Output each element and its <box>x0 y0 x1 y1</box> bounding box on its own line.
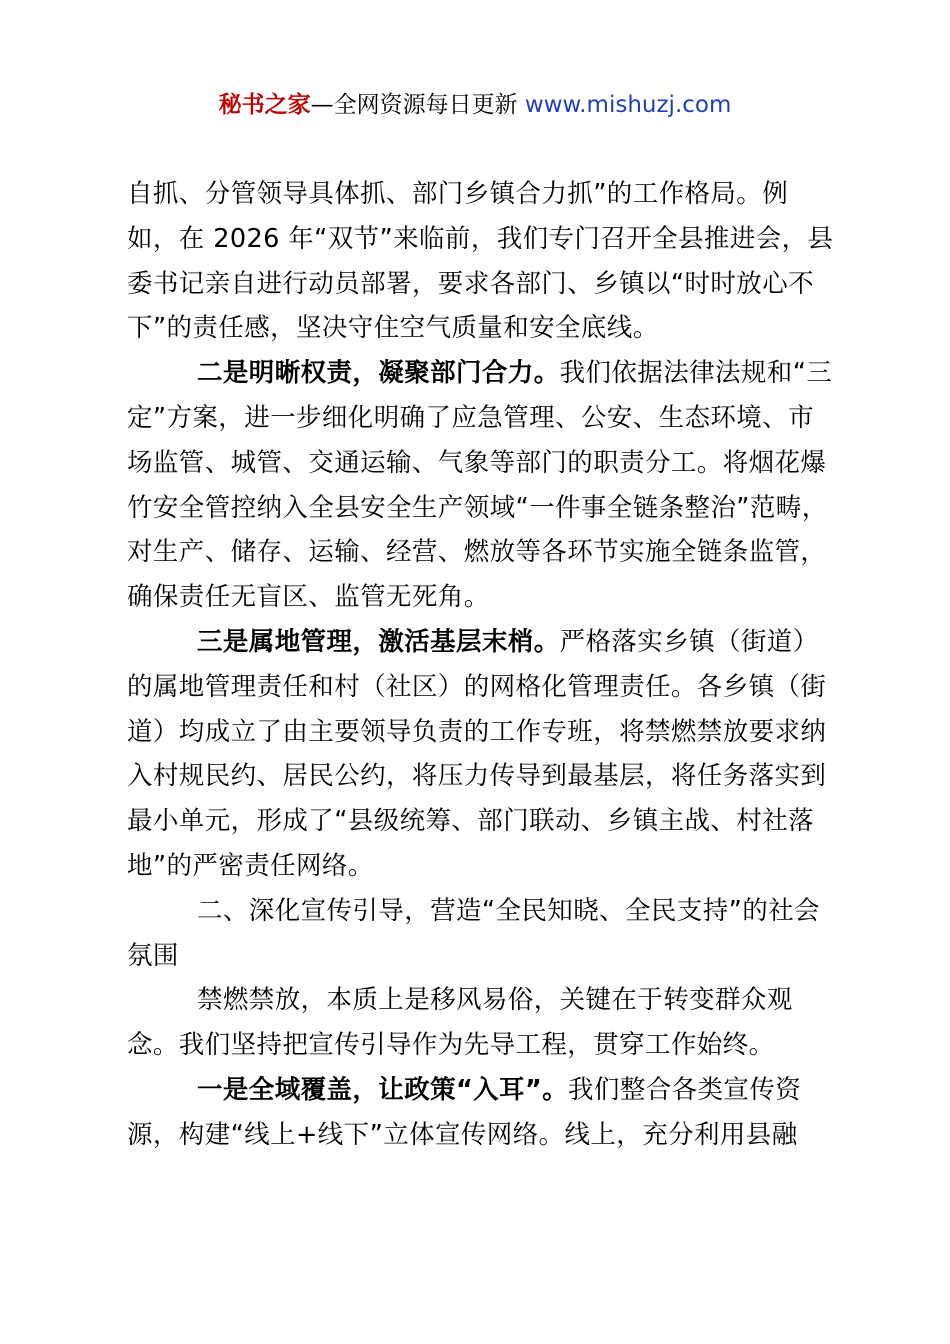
section-heading <box>127 889 835 979</box>
paragraph-text: 我们依据法律法规和“三定”方案，进一步细化明确了应急管理、公安、生态环境、市场监管、城管、交通运输、气象等部门的职责分工。将烟花爆竹安全管控纳入全县安全生产领域“一件事全链条整治”范畴，对生产、储存、运输、经营、燃放等各环节实施全链条监管，确保责任无盲区、监管无死角。 <box>127 358 833 613</box>
paragraph-lead: 二是明晰权责，凝聚部门合力。 <box>197 358 560 389</box>
site-brand: 秘书之家 <box>218 92 311 118</box>
site-header <box>0 88 950 122</box>
site-url-link[interactable]: www.mishuzj.com <box>524 92 732 118</box>
paragraph-lead: 一是全域覆盖，让政策“入耳”。 <box>197 1074 569 1105</box>
paragraph-coverage <box>127 1068 835 1158</box>
paragraph-continuation <box>127 172 835 351</box>
document-body <box>127 172 835 1158</box>
site-tagline: —全网资源每日更新 <box>310 92 525 118</box>
paragraph-intro <box>127 978 835 1068</box>
paragraph-text: 严格落实乡镇（街道）的属地管理责任和村（社区）的网格化管理责任。各乡镇（街道）均成立了由主要领导负责的工作专班，将禁燃禁放要求纳入村规民约、居民公约，将压力传导到最基层，将任务落实到最小单元，形成了“县级统筹、部门联动、乡镇主战、村社落地”的严密责任网络。 <box>127 626 827 881</box>
paragraph-territorial <box>127 620 835 889</box>
paragraph-text: 自抓、分管领导具体抓、部门乡镇合力抓”的工作格局。例如，在 2026 年“双节”来临前，我们专门召开全县推进会，县委书记亲自进行动员部署，要求各部门、乡镇以“时时放心不下”的责任感，坚决守住空气质量和安全底线。 <box>127 179 834 344</box>
paragraph-lead: 三是属地管理，激活基层末梢。 <box>197 626 560 657</box>
paragraph-text: 禁燃禁放，本质上是移风易俗，关键在于转变群众观念。我们坚持把宣传引导作为先导工程，贯穿工作始终。 <box>127 985 793 1061</box>
paragraph-text: 二、深化宣传引导，营造“全民知晓、全民支持”的社会氛围 <box>127 895 820 971</box>
paragraph-text: 我们整合各类宣传资源，构建“线上+线下”立体宣传网络。线上，充分利用县融 <box>127 1074 802 1150</box>
paragraph-responsibility <box>127 351 835 620</box>
